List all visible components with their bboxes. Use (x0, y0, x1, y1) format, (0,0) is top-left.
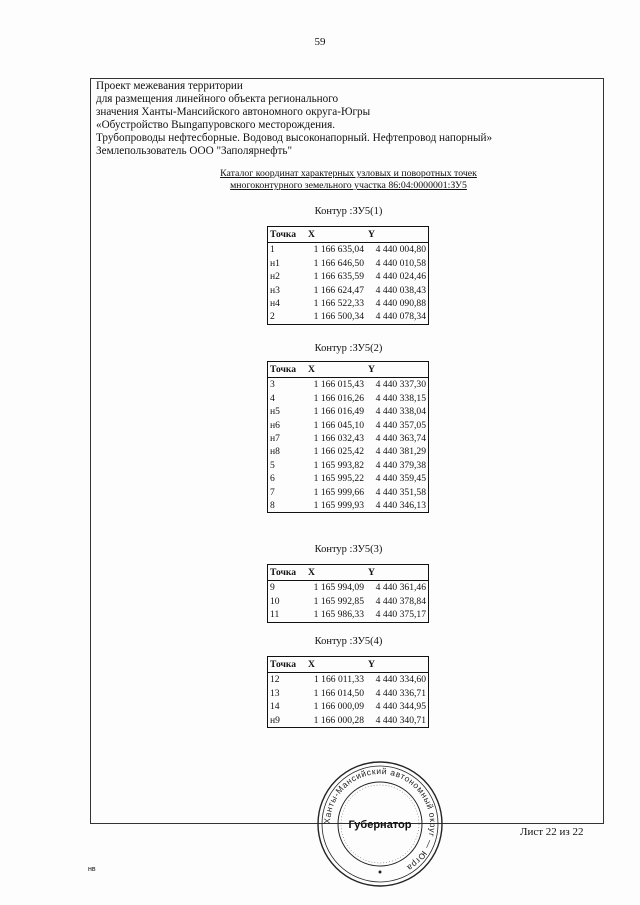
column-header-point: Точка (268, 657, 307, 673)
cell-x: 1 166 635,59 (313, 271, 364, 283)
header-line-5: Трубопроводы нефтесборные. Водовод высоконапорный. Нефтепровод напорный» (96, 132, 493, 144)
governor-seal (316, 760, 444, 893)
cell-point: 3 (270, 379, 275, 391)
contour-label-1: Контур :ЗУ5(1) (314, 206, 383, 217)
table-row (268, 486, 429, 499)
table-row (268, 243, 429, 257)
contour-label-4: Контур :ЗУ5(4) (314, 636, 383, 647)
cell-point: н5 (270, 406, 280, 418)
table-row (268, 459, 429, 472)
cell-x: 1 165 993,82 (313, 459, 364, 471)
cell-y: 4 440 346,13 (375, 500, 426, 512)
cell-y: 4 440 359,45 (375, 473, 426, 485)
seal-ring-text: Ханты-Мансийский автономный округ — Югра (321, 765, 439, 874)
cell-y: 4 440 381,29 (375, 446, 426, 458)
column-header-y: Y (366, 227, 429, 243)
column-header-x: X (306, 362, 366, 378)
cell-x: 1 166 522,33 (313, 298, 364, 310)
catalog-title-line-2: многоконтурного земельного участка 86:04:0000001:ЗУ5 (230, 180, 467, 191)
cell-x: 1 165 999,93 (313, 500, 364, 512)
catalog-title (96, 168, 601, 192)
table-row (268, 297, 429, 310)
header-line-3: значения Ханты-Мансийского автономного округа-Югры (96, 106, 371, 118)
cell-y: 4 440 024,46 (375, 271, 426, 283)
seal-center-text: Губернатор (348, 819, 412, 831)
cell-y: 4 440 010,58 (375, 257, 426, 269)
cell-y: 4 440 357,05 (375, 419, 426, 431)
catalog-title-line-1: Каталог координат характерных узловых и поворотных точек (220, 168, 477, 179)
cell-y: 4 440 361,46 (375, 582, 426, 594)
cell-point: 7 (270, 486, 275, 498)
cell-point: н7 (270, 433, 280, 445)
cell-x: 1 166 016,26 (313, 392, 364, 404)
cell-point: н6 (270, 419, 280, 431)
corner-mark: нв (88, 866, 96, 873)
cell-x: 1 166 500,34 (313, 311, 364, 323)
cell-y: 4 440 337,30 (375, 379, 426, 391)
page-number: 59 (314, 36, 326, 48)
cell-x: 1 166 025,42 (313, 446, 364, 458)
cell-y: 4 440 379,38 (375, 459, 426, 471)
cell-y: 4 440 351,58 (375, 486, 426, 498)
cell-x: 1 166 015,43 (313, 379, 364, 391)
table-row (268, 714, 429, 728)
column-header-point: Точка (268, 227, 307, 243)
column-header-x: X (306, 657, 366, 673)
coordinates-table-4 (267, 656, 429, 728)
cell-x: 1 166 032,43 (313, 433, 364, 445)
header-line-2: для размещения линейного объекта регионального (96, 93, 339, 105)
contour-label-2: Контур :ЗУ5(2) (314, 343, 383, 354)
cell-point: 4 (270, 392, 275, 404)
table-row (268, 405, 429, 418)
table-row (268, 687, 429, 700)
coordinates-table-1 (267, 226, 429, 325)
contour-label-3: Контур :ЗУ5(3) (314, 544, 383, 555)
cell-point: 11 (270, 609, 280, 621)
sheet-number: Лист 22 из 22 (520, 826, 584, 838)
cell-point: н1 (270, 257, 280, 269)
table-header-row (268, 227, 429, 243)
cell-point: 13 (270, 687, 280, 699)
cell-x: 1 166 011,33 (313, 674, 364, 686)
cell-y: 4 440 338,15 (375, 392, 426, 404)
coordinates-table-3 (267, 564, 429, 623)
table-row (268, 284, 429, 297)
cell-point: 12 (270, 674, 280, 686)
cell-point: 2 (270, 311, 275, 323)
column-header-point: Точка (268, 362, 307, 378)
cell-x: 1 166 016,49 (313, 406, 364, 418)
table-header-row (268, 565, 429, 581)
column-header-y: Y (366, 657, 429, 673)
cell-x: 1 166 045,10 (313, 419, 364, 431)
table-row (268, 608, 429, 622)
table-row (268, 673, 429, 687)
cell-y: 4 440 344,95 (375, 701, 426, 713)
cell-y: 4 440 078,34 (375, 311, 426, 323)
cell-y: 4 440 004,80 (375, 244, 426, 256)
cell-point: 6 (270, 473, 275, 485)
coordinates-table-2 (267, 361, 429, 513)
cell-point: 1 (270, 244, 275, 256)
table-row (268, 595, 429, 608)
table-row (268, 700, 429, 713)
cell-x: 1 165 994,09 (313, 582, 364, 594)
header-line-4: «Обустройство Выngапуровского месторождения. (96, 119, 336, 131)
column-header-x: X (306, 227, 366, 243)
cell-point: 10 (270, 595, 280, 607)
table-row (268, 270, 429, 283)
column-header-x: X (306, 565, 366, 581)
table-row (268, 378, 429, 392)
cell-point: н4 (270, 298, 280, 310)
cell-point: н9 (270, 714, 280, 726)
column-header-y: Y (366, 362, 429, 378)
cell-x: 1 166 000,09 (313, 701, 364, 713)
cell-point: 8 (270, 500, 275, 512)
column-header-point: Точка (268, 565, 307, 581)
table-row (268, 499, 429, 513)
cell-x: 1 166 014,50 (313, 687, 364, 699)
table-row (268, 581, 429, 595)
cell-y: 4 440 338,04 (375, 406, 426, 418)
cell-y: 4 440 038,43 (375, 284, 426, 296)
cell-point: 9 (270, 582, 275, 594)
cell-x: 1 165 999,66 (313, 486, 364, 498)
cell-point: 5 (270, 459, 275, 471)
table-row (268, 445, 429, 458)
cell-y: 4 440 336,71 (375, 687, 426, 699)
cell-y: 4 440 340,71 (375, 714, 426, 726)
document-header (96, 80, 601, 158)
cell-x: 1 166 624,47 (313, 284, 364, 296)
table-row (268, 310, 429, 324)
cell-y: 4 440 334,60 (375, 674, 426, 686)
column-header-y: Y (366, 565, 429, 581)
cell-x: 1 166 646,50 (313, 257, 364, 269)
cell-x: 1 166 635,04 (313, 244, 364, 256)
table-row (268, 419, 429, 432)
cell-x: 1 165 995,22 (313, 473, 364, 485)
table-row (268, 392, 429, 405)
cell-y: 4 440 090,88 (375, 298, 426, 310)
cell-y: 4 440 378,84 (375, 595, 426, 607)
cell-x: 1 165 992,85 (313, 595, 364, 607)
cell-point: н8 (270, 446, 280, 458)
cell-point: 14 (270, 701, 280, 713)
table-row (268, 472, 429, 485)
cell-x: 1 165 986,33 (313, 609, 364, 621)
table-row (268, 432, 429, 445)
header-line-1: Проект межевания территории (96, 80, 243, 92)
header-line-6: Землепользователь ООО "Заполярнефть" (96, 145, 293, 157)
cell-y: 4 440 363,74 (375, 433, 426, 445)
cell-point: н3 (270, 284, 280, 296)
table-header-row (268, 362, 429, 378)
table-row (268, 257, 429, 270)
cell-y: 4 440 375,17 (375, 609, 426, 621)
cell-x: 1 166 000,28 (313, 714, 364, 726)
table-header-row (268, 657, 429, 673)
cell-point: н2 (270, 271, 280, 283)
